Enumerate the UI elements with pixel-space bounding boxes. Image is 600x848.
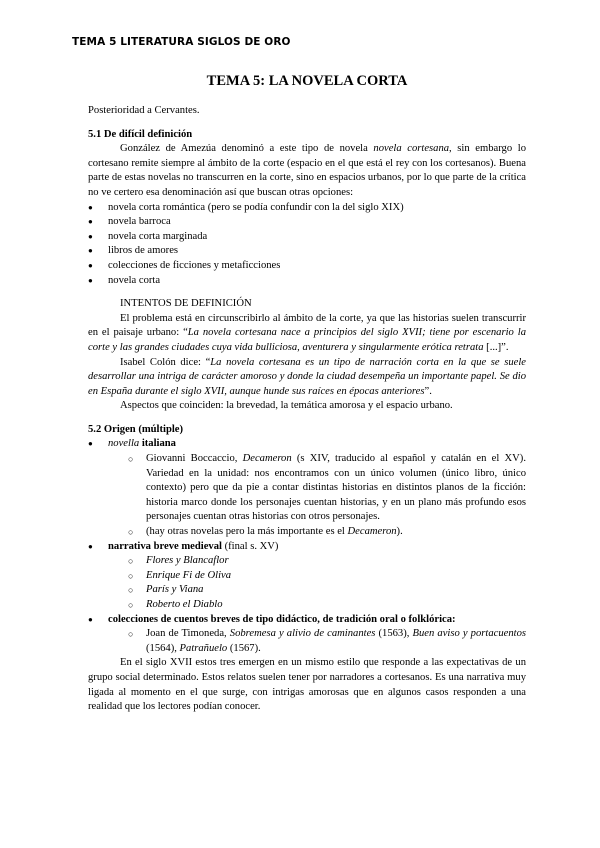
running-header: TEMA 5 LITERATURA SIGLOS DE ORO [72,36,291,48]
paragraph-closing: En el siglo XVII estos tres emergen en un mismo estilo que responde a las expectativas de un grupo social determinado. Estos relatos suelen tener por narradores a cortesanos. Es una narrativa muy ligada al momento en el que surge, con intrigas amorosas que en algunos casos responden a una realidad que los lectores podían conocer. [88,657,526,713]
italic-title: Flores y Blancaflor [146,555,229,567]
text-run: [...]”. [483,341,509,353]
list-item: ● colecciones de ficciones y metaficciones [88,259,526,274]
text-run: (hay otras novelas pero la más importante es el [146,526,348,538]
text-run: (1567). [227,642,261,654]
italic-term: novella [108,438,140,450]
list-item: ● novela corta [88,274,526,289]
sublist-item [88,554,526,569]
text-run: ”. [424,385,432,397]
sublist-item [88,627,526,656]
paragraph-colon-quote [88,356,526,400]
options-list [88,201,526,289]
italic-title: Decameron [347,526,397,538]
italic-title: Patrañuelo [179,642,228,654]
novella-sublist [88,452,526,540]
italic-title: Enrique Fi de Oliva [146,569,232,581]
list-item: ● novela corta romántica (pero se podía confundir con la del siglo XIX) [88,201,526,216]
list-item: ● novela barroca [88,215,526,230]
italic-title: Buen aviso y portacuentos [412,628,526,640]
intro-line: Posterioridad a Cervantes. [88,105,200,116]
text-run: , sin embargo lo cortesano remite siempre al ámbito de la corte (espacio en el que está el rey con los cortesanos). Buena parte de estas novelas no transcurren en la corte, sino en espacios urbanos, por lo que parte de la crítica no ve certero esa denominación así que buscan otras opciones: [88,143,526,198]
text-run: El problema está en circunscribirlo al ámbito de la corte, ya que las historias suelen transcurrir en el paisaje urbano: “ [88,312,526,339]
text-run: (s XIV, traducido al español y catalán en el XV). Variedad en la unidad: nos encontramos con un único volumen (único libro, único contexto) pero que da pie a contar distintas historias en distintos planos de la ficción: historia marco donde los personajes cuentan historias, y en un plano más profundo esos personajes cuentan otras historias con otros personajes. [146,453,526,523]
origin-list [88,437,526,656]
text-run: (final s. XV) [221,540,279,552]
paragraph-aspects: Aspectos que coinciden: la brevedad, la temática amorosa y el espacio urbano. [120,400,453,412]
sublist-item [88,583,526,598]
list-item: ● novela corta marginada [88,230,526,245]
text-run: (1563), [375,628,413,640]
sublist-item [88,525,526,540]
document-title: TEMA 5: LA NOVELA CORTA [206,73,408,89]
paragraph-definition [88,142,526,200]
italic-title: París y Viana [146,584,204,596]
text-run: Isabel Colón dice: “ [120,356,211,368]
italic-quote: La novela cortesana nace a principios del siglo XVII; tiene por escenario la corte y las grandes ciudades cuya vida bulliciosa, aventurera y singularmente erótica retrata [88,327,526,353]
sublist-item [88,452,526,525]
subheading-intentos: INTENTOS DE DEFINICIÓN [120,298,252,310]
sublist-item [88,598,526,613]
bold-term: narrativa breve medieval [108,540,222,552]
italic-title: Decameron [242,453,292,465]
text-run: ). [396,526,403,538]
text-run: (1564), [146,642,180,654]
list-item: ● libros de amores [88,244,526,259]
origin-item-medieval [88,540,526,613]
italic-term: novela cortesana [373,143,450,155]
bold-term: italiana [139,438,176,450]
document-body [88,72,526,715]
colecciones-sublist [88,627,526,656]
italic-title: Sobremesa y alivio de caminantes [229,628,376,640]
text-run: González de Amezúa denominó a este tipo de novela [120,143,374,155]
origin-item-colecciones [88,613,526,657]
text-run: Joan de Timoneda, [146,628,230,640]
origin-item-novella [88,437,526,539]
paragraph-problem [88,312,526,356]
section-heading-5-1: 5.1 De difícil definición [88,128,193,140]
bold-term: colecciones de cuentos breves de tipo didáctico, de tradición oral o folklórica: [108,613,456,625]
italic-quote: La novela cortesana es un tipo de narración corta en la que se suele desarrollar una intriga de carácter amoroso y donde la ciudad desempeña un importante papel. Se dio en España durante el siglo XVII, aunque hunde sus raíces en épocas anteriores [88,356,526,397]
sublist-item [88,569,526,584]
section-heading-5-2: 5.2 Origen (múltiple) [88,423,184,435]
italic-title: Roberto el Diablo [146,599,223,610]
medieval-sublist [88,554,526,612]
text-run: Giovanni Boccaccio, [146,453,243,465]
